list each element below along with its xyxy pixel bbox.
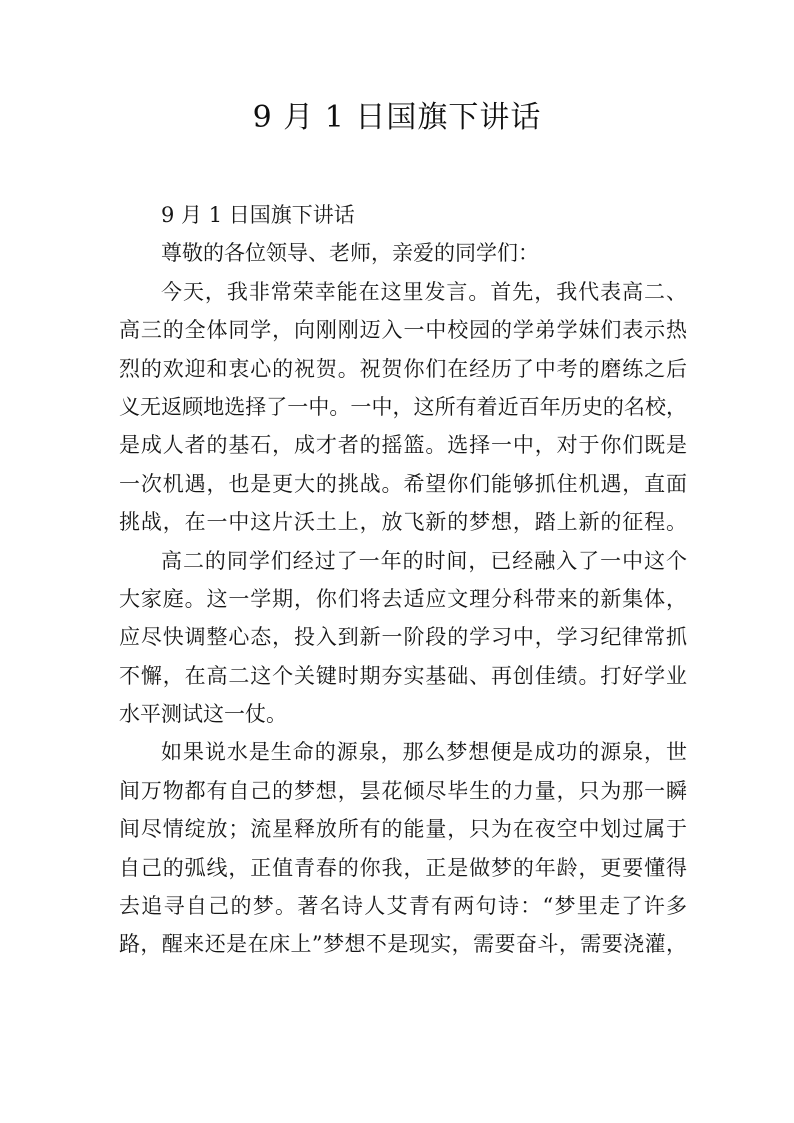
paragraph-line: 间万物都有自己的梦想，昙花倾尽毕生的力量，只为那一瞬 — [119, 778, 687, 803]
paragraph-line: 今天，我非常荣幸能在这里发言。首先，我代表高二、 — [161, 279, 687, 304]
paragraph-line: 水平测试这一仗。 — [119, 702, 287, 727]
paragraph-line: 尊敬的各位领导、老师，亲爱的同学们： — [161, 241, 539, 266]
document-body — [119, 196, 687, 964]
paragraph-line: 如果说水是生命的源泉，那么梦想便是成功的源泉，世 — [161, 740, 687, 765]
paragraph-line: 应尽快调整心态，投入到新一阶段的学习中，学习纪律常抓 — [119, 625, 687, 650]
paragraph-line: 间尽情绽放；流星释放所有的能量，只为在夜空中划过属于 — [119, 817, 687, 842]
paragraph-line: 路，醒来还是在床上”梦想不是现实，需要奋斗，需要浇灌， — [119, 932, 687, 957]
paragraph-line: 是成人者的基石，成才者的摇篮。选择一中，对于你们既是 — [119, 433, 687, 458]
paragraph-line: 9 月 1 日国旗下讲话 — [161, 203, 355, 227]
paragraph-line: 烈的欢迎和衷心的祝贺。祝贺你们在经历了中考的磨练之后 — [119, 356, 687, 381]
paragraph-line: 高三的全体同学，向刚刚迈入一中校园的学弟学妹们表示热 — [119, 318, 687, 343]
paragraph-line: 大家庭。这一学期，你们将去适应文理分科带来的新集体， — [119, 586, 687, 611]
paragraph-line: 挑战，在一中这片沃土上，放飞新的梦想，踏上新的征程。 — [119, 510, 687, 535]
paragraph-line: 高二的同学们经过了一年的时间，已经融入了一中这个 — [161, 548, 687, 573]
paragraph-line: 一次机遇，也是更大的挑战。希望你们能够抓住机遇，直面 — [119, 471, 687, 496]
paragraph-line: 义无返顾地选择了一中。一中，这所有着近百年历史的名校， — [119, 394, 687, 419]
document-title: 9 月 1 日国旗下讲话 — [252, 100, 542, 135]
paragraph-line: 去追寻自己的梦。著名诗人艾青有两句诗：“梦里走了许多 — [119, 894, 687, 919]
paragraph-line: 不懈，在高二这个关键时期夯实基础、再创佳绩。打好学业 — [119, 663, 687, 688]
paragraph-line: 自己的弧线，正值青春的你我，正是做梦的年龄，更要懂得 — [119, 855, 687, 880]
